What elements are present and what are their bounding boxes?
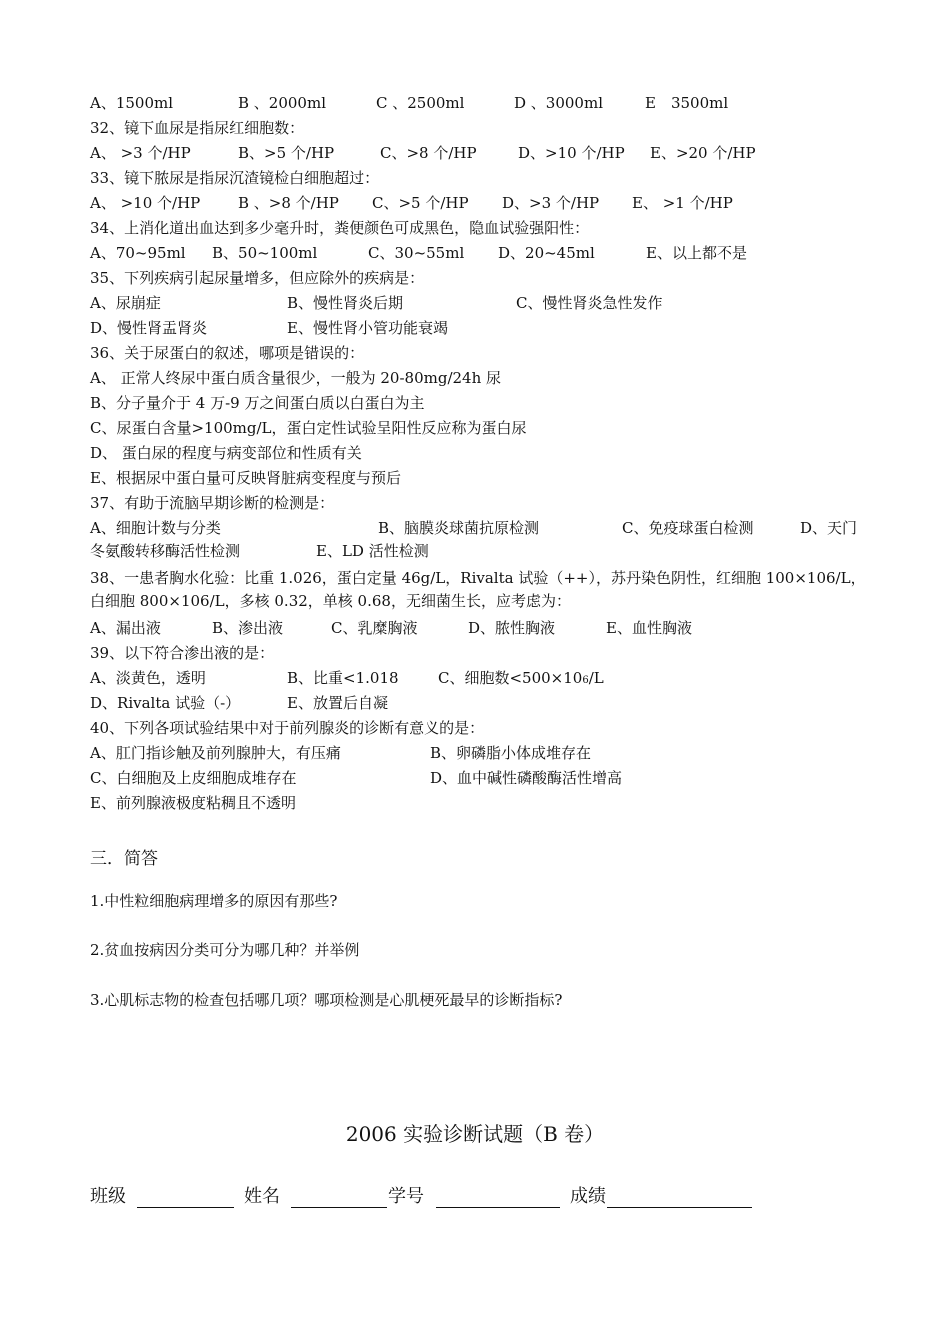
q34-option-d: D、20~45ml (498, 244, 595, 262)
q36-option-c: C、尿蛋白含量>100mg/L，蛋白定性试验呈阳性反应称为蛋白尿 (90, 419, 527, 437)
q35-option-d: D、慢性肾盂肾炎 (90, 319, 208, 337)
q40-option-d: D、血中碱性磷酸酶活性增高 (430, 769, 623, 787)
q40-option-b: B、卵磷脂小体成堆存在 (430, 744, 592, 762)
q31-option-c: C 、2500ml (376, 94, 465, 112)
q35-option-a: A、尿崩症 (90, 294, 161, 312)
score-field[interactable] (607, 1207, 752, 1208)
q37-option-d-part2: 冬氨酸转移酶活性检测 (90, 542, 241, 560)
q38-option-d: D、脓性胸液 (468, 619, 556, 637)
class-label: 班级 (90, 1186, 126, 1207)
q37-option-b: B、脑膜炎球菌抗原检测 (378, 519, 540, 537)
q33-stem: 33、镜下脓尿是指尿沉渣镜检白细胞超过： (90, 169, 380, 187)
q39-stem: 39、以下符合渗出液的是： (90, 644, 275, 662)
q37-option-a: A、细胞计数与分类 (90, 519, 221, 537)
q35-option-c: C、慢性肾炎急性发作 (516, 294, 663, 312)
q31-option-d: D 、3000ml (514, 94, 603, 112)
q39-option-b: B、比重<1.018 (287, 669, 399, 687)
short-answer-q2: 2.贫血按病因分类可分为哪几种？并举例 (90, 941, 360, 959)
short-answer-q3: 3.心肌标志物的检查包括哪几项？哪项检测是心肌梗死最早的诊断指标? (90, 991, 563, 1009)
q39-option-c-exponent: 6 (582, 675, 589, 686)
q38-stem-line2: 白细胞 800×106/L，多核 0.32，单核 0.68，无细菌生长，应考虑为： (90, 592, 571, 610)
q39-option-a: A、淡黄色，透明 (90, 669, 206, 687)
q40-option-c: C、白细胞及上皮细胞成堆存在 (90, 769, 297, 787)
q33-option-d: D、>3 个/HP (502, 194, 600, 212)
q35-option-b: B、慢性肾炎后期 (287, 294, 404, 312)
q33-option-a: A、 >10 个/HP (90, 194, 201, 212)
q37-option-c: C、免疫球蛋白检测 (622, 519, 754, 537)
q35-option-e: E、慢性肾小管功能衰竭 (287, 319, 448, 337)
name-field[interactable] (291, 1207, 387, 1208)
q31-option-e: E 3500ml (645, 94, 729, 112)
q32-option-d: D、>10 个/HP (518, 144, 625, 162)
q39-option-c-unit: /L (588, 669, 604, 687)
exam-title: 2006 实验诊断试题（B 卷） (345, 1122, 605, 1146)
q39-option-d: D、Rivalta 试验（-） (90, 694, 241, 712)
q32-option-c: C、>8 个/HP (380, 144, 477, 162)
class-field[interactable] (137, 1207, 234, 1208)
q39-option-e: E、放置后自凝 (287, 694, 388, 712)
q32-option-e: E、>20 个/HP (650, 144, 756, 162)
q37-option-e: E、LD 活性检测 (316, 542, 429, 560)
q31-option-a: A、1500ml (90, 94, 174, 112)
q33-option-e: E、 >1 个/HP (632, 194, 733, 212)
q37-option-d-part1: D、天门 (800, 519, 858, 537)
q36-option-e: E、根据尿中蛋白量可反映肾脏病变程度与预后 (90, 469, 401, 487)
section3-heading: 三．简答 (90, 849, 158, 869)
q34-stem: 34、上消化道出血达到多少毫升时，粪便颜色可成黑色，隐血试验强阳性： (90, 219, 590, 237)
q38-option-c: C、乳糜胸液 (331, 619, 418, 637)
q40-option-e: E、前列腺液极度粘稠且不透明 (90, 794, 296, 812)
q34-option-b: B、50~100ml (212, 244, 318, 262)
q31-option-b: B 、2000ml (238, 94, 326, 112)
q36-option-b: B、分子量介于 4 万-9 万之间蛋白质以白蛋白为主 (90, 394, 425, 412)
q38-option-b: B、渗出液 (212, 619, 284, 637)
q38-stem-line1: 38、一患者胸水化验：比重 1.026，蛋白定量 46g/L，Rivalta 试验（++），苏丹染色阴性，红细胞 100×106/L， (90, 569, 866, 587)
q38-option-a: A、漏出液 (90, 619, 161, 637)
q32-option-a: A、 >3 个/HP (90, 144, 191, 162)
q34-option-a: A、70~95ml (90, 244, 186, 262)
q35-stem: 35、下列疾病引起尿量增多，但应除外的疾病是： (90, 269, 425, 287)
name-label: 姓名 (244, 1186, 280, 1207)
q36-option-d: D、 蛋白尿的程度与病变部位和性质有关 (90, 444, 362, 462)
q39-option-c (438, 668, 604, 691)
q32-stem: 32、镜下血尿是指尿红细胞数： (90, 119, 305, 137)
q34-option-e: E、以上都不是 (646, 244, 747, 262)
q37-stem: 37、有助于流脑早期诊断的检测是： (90, 494, 335, 512)
q40-stem: 40、下列各项试验结果中对于前列腺炎的诊断有意义的是： (90, 719, 485, 737)
q39-option-c-text: C、细胞数<500×10 (438, 669, 583, 687)
q33-option-c: C、>5 个/HP (372, 194, 469, 212)
student-id-label: 学号 (388, 1186, 424, 1207)
q33-option-b: B 、>8 个/HP (238, 194, 339, 212)
q32-option-b: B、>5 个/HP (238, 144, 335, 162)
score-label: 成绩 (570, 1186, 606, 1207)
q34-option-c: C、30~55ml (368, 244, 465, 262)
short-answer-q1: 1.中性粒细胞病理增多的原因有那些? (90, 892, 338, 910)
q40-option-a: A、肛门指诊触及前列腺肿大，有压痛 (90, 744, 341, 762)
q36-stem: 36、关于尿蛋白的叙述，哪项是错误的： (90, 344, 365, 362)
q36-option-a: A、 正常人终尿中蛋白质含量很少，一般为 20-80mg/24h 尿 (90, 369, 502, 387)
student-id-field[interactable] (436, 1207, 560, 1208)
q38-option-e: E、血性胸液 (606, 619, 692, 637)
